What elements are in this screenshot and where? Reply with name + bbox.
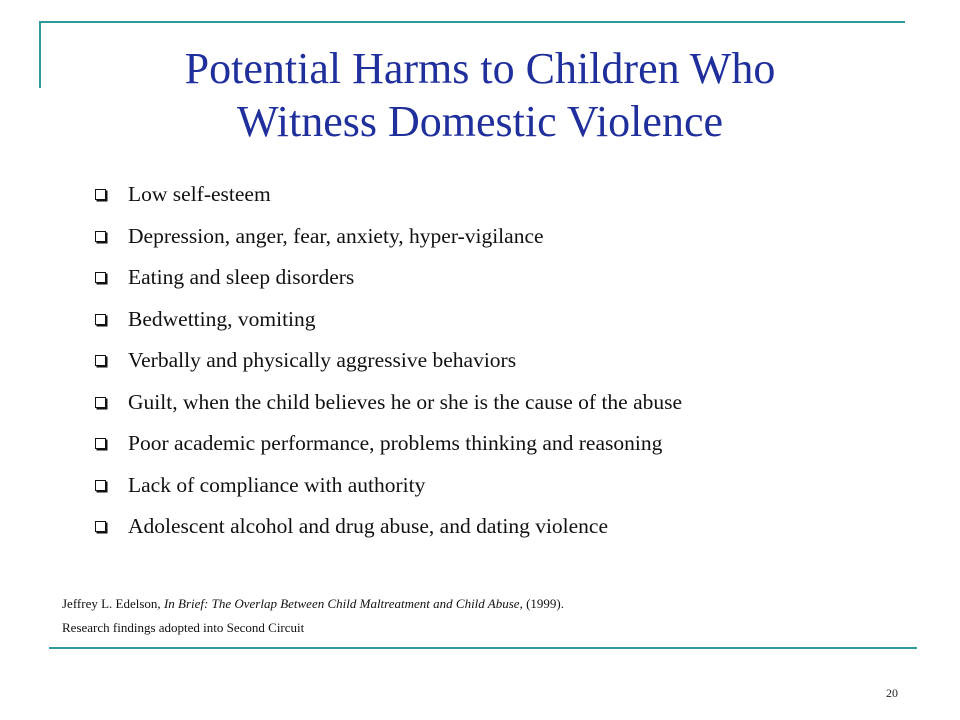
bullet-item bbox=[95, 299, 682, 341]
bullet-item bbox=[95, 423, 682, 465]
bottom-rule bbox=[49, 647, 917, 649]
citation-year: (1999). bbox=[522, 596, 564, 611]
bullet-text: Guilt, when the child believes he or she is the cause of the abuse bbox=[128, 389, 683, 414]
bullet-text: Depression, anger, fear, anxiety, hyper-vigilance bbox=[128, 223, 544, 248]
title-line-2: Witness Domestic Violence bbox=[237, 97, 723, 146]
square-bullet-icon bbox=[95, 272, 106, 283]
bullet-item bbox=[95, 340, 682, 382]
slide-title bbox=[60, 42, 900, 148]
bullet-item bbox=[95, 382, 682, 424]
bullet-text: Adolescent alcohol and drug abuse, and dating violence bbox=[128, 514, 609, 539]
bullet-item bbox=[95, 257, 682, 299]
square-bullet-icon bbox=[95, 438, 106, 449]
bullet-text: Eating and sleep disorders bbox=[128, 265, 355, 290]
bullet-text: Bedwetting, vomiting bbox=[128, 306, 316, 331]
bullet-text: Low self-esteem bbox=[128, 182, 271, 207]
square-bullet-icon bbox=[95, 397, 106, 408]
square-bullet-icon bbox=[95, 231, 106, 242]
bullet-text: Lack of compliance with authority bbox=[128, 472, 426, 497]
square-bullet-icon bbox=[95, 521, 106, 532]
square-bullet-icon bbox=[95, 480, 106, 491]
bullet-list bbox=[95, 174, 682, 548]
citation bbox=[62, 596, 564, 612]
bullet-text: Verbally and physically aggressive behaviors bbox=[128, 348, 517, 373]
bullet-item bbox=[95, 216, 682, 258]
bullet-item bbox=[95, 174, 682, 216]
top-rule bbox=[39, 21, 905, 23]
citation-author: Jeffrey L. Edelson, bbox=[62, 596, 164, 611]
title-line-1: Potential Harms to Children Who bbox=[184, 44, 776, 93]
page-number: 20 bbox=[886, 686, 898, 700]
left-rule bbox=[39, 21, 41, 88]
bullet-item bbox=[95, 465, 682, 507]
source-note: Research findings adopted into Second Circuit bbox=[62, 620, 305, 635]
bullet-text: Poor academic performance, problems thinking and reasoning bbox=[128, 431, 663, 456]
bullet-item bbox=[95, 506, 682, 548]
citation-work: In Brief: The Overlap Between Child Maltreatment and Child Abuse, bbox=[163, 596, 523, 611]
square-bullet-icon bbox=[95, 355, 106, 366]
square-bullet-icon bbox=[95, 314, 106, 325]
square-bullet-icon bbox=[95, 189, 106, 200]
